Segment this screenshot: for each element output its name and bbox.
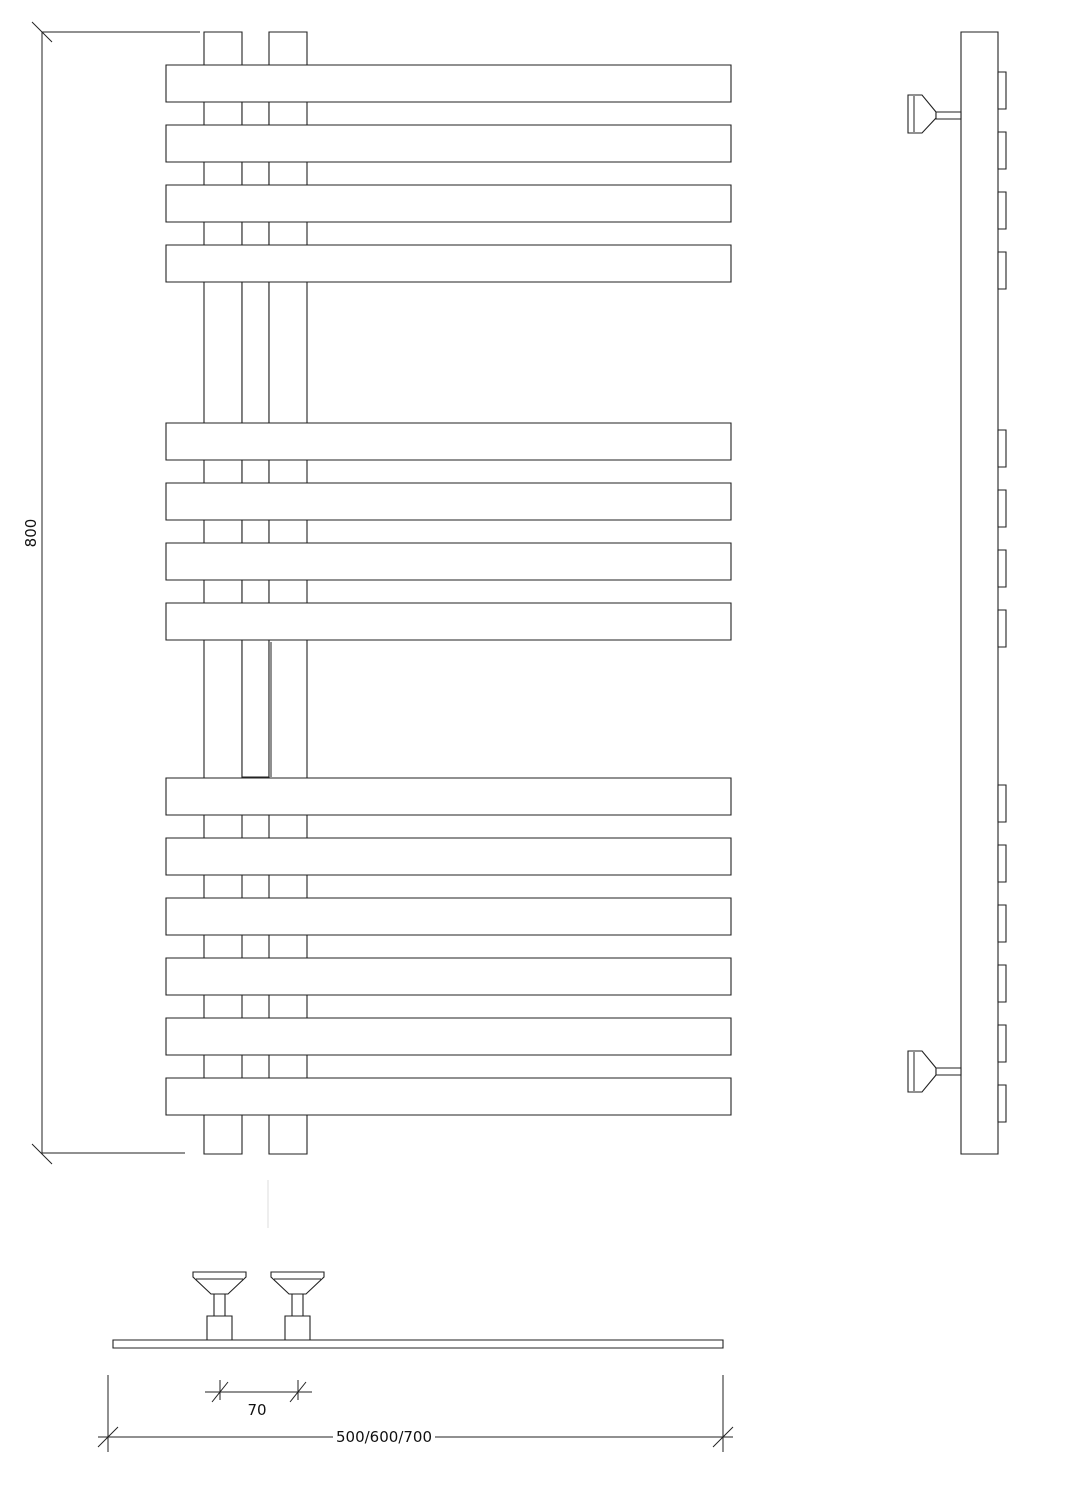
horizontal-bar <box>166 483 731 520</box>
side-bar-stub <box>998 192 1006 229</box>
side-bar-stub <box>998 610 1006 647</box>
valve-right-base <box>285 1316 310 1340</box>
valve-left <box>193 1272 246 1340</box>
side-bar-stub <box>998 845 1006 882</box>
width-dimension <box>98 1375 733 1452</box>
valve-left-flange <box>193 1272 246 1294</box>
horizontal-bar <box>166 65 731 102</box>
horizontal-bar <box>166 603 731 640</box>
plan-view-body <box>113 1340 723 1348</box>
spacing-dimension <box>205 1380 312 1419</box>
horizontal-bar <box>166 958 731 995</box>
side-bar-stub <box>998 1025 1006 1062</box>
valve-right <box>271 1272 324 1340</box>
side-bar-stub <box>998 252 1006 289</box>
side-bar-stub <box>998 132 1006 169</box>
wall-bracket-top-flange <box>908 95 936 133</box>
horizontal-bar <box>166 898 731 935</box>
side-bar-stub <box>998 72 1006 109</box>
wall-bracket-bottom-arm <box>936 1068 961 1075</box>
horizontal-bar <box>166 423 731 460</box>
wall-bracket-top-arm <box>936 112 961 119</box>
horizontal-bar <box>166 778 731 815</box>
side-bar-stub <box>998 785 1006 822</box>
horizontal-bar <box>166 838 731 875</box>
valve-left-base <box>207 1316 232 1340</box>
horizontal-bar <box>166 1078 731 1115</box>
spacing-dimension-label: 70 <box>247 1401 267 1419</box>
plan-view <box>98 1272 733 1452</box>
horizontal-bar <box>166 245 731 282</box>
side-bar-stub <box>998 430 1006 467</box>
horizontal-bar <box>166 185 731 222</box>
side-bar-stub <box>998 965 1006 1002</box>
horizontal-bar <box>166 125 731 162</box>
height-dimension-label: 800 <box>22 518 40 548</box>
side-bar-stub <box>998 905 1006 942</box>
side-bar-stub <box>998 550 1006 587</box>
side-collector <box>961 32 998 1154</box>
wall-bracket-bottom <box>908 1051 961 1092</box>
valve-right-stem <box>292 1294 303 1316</box>
side-bar-stub <box>998 490 1006 527</box>
front-view <box>166 32 731 1154</box>
valve-right-flange <box>271 1272 324 1294</box>
wall-bracket-top <box>908 95 961 133</box>
width-dimension-label: 500/600/700 <box>336 1428 432 1446</box>
side-view <box>908 32 1006 1154</box>
valve-left-stem <box>214 1294 225 1316</box>
side-bar-stub <box>998 1085 1006 1122</box>
side-bar-stubs <box>998 72 1006 1122</box>
horizontal-bar <box>166 543 731 580</box>
horizontal-bar <box>166 1018 731 1055</box>
wall-bracket-bottom-flange <box>908 1051 936 1092</box>
